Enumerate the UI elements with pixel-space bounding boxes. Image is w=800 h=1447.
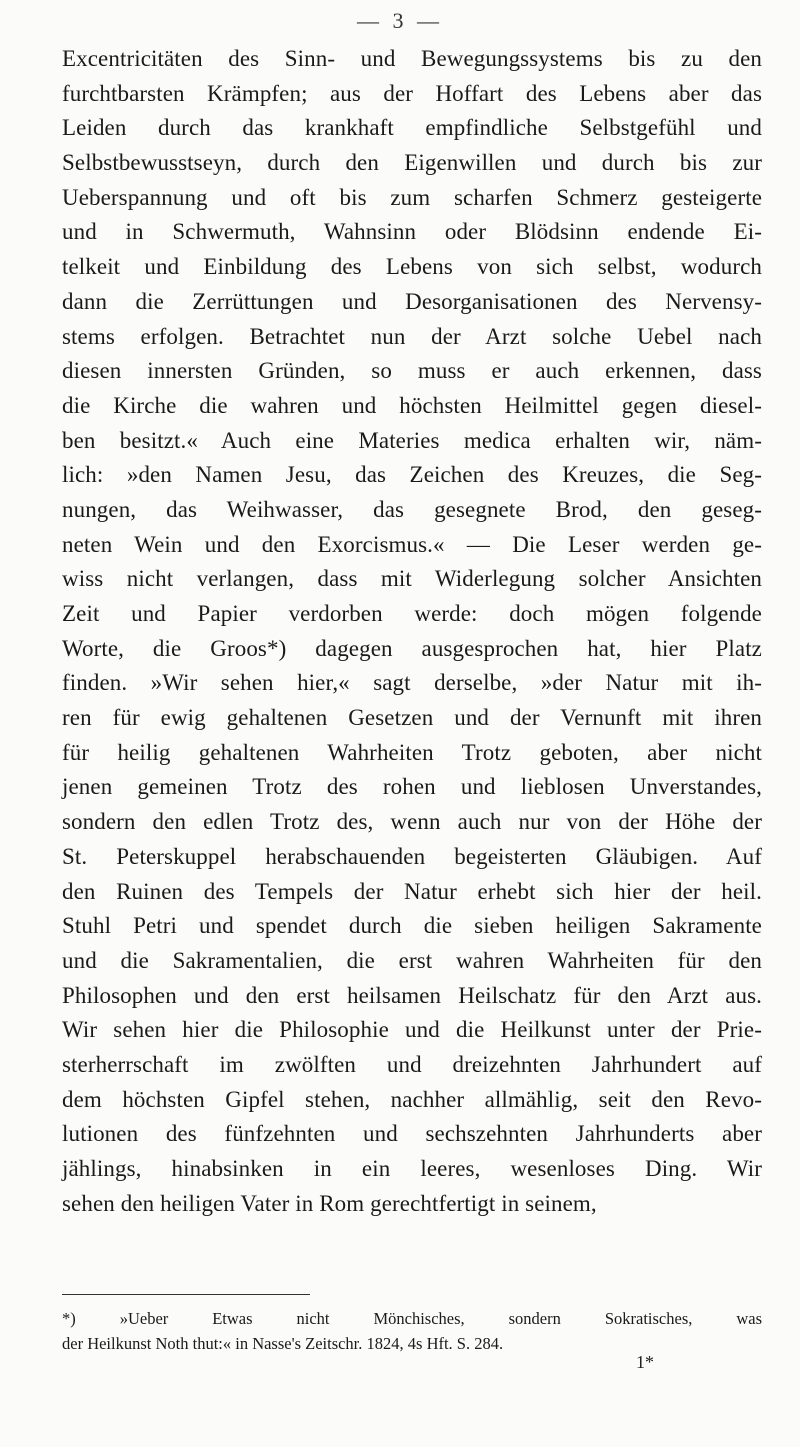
text-line: telkeit und Einbildung des Lebens von sich selbst, wodurch [62, 254, 762, 280]
text-line: Ueberspannung und oft bis zum scharfen Schmerz gesteigerte [62, 184, 762, 210]
text-line: Wir sehen hier die Philosophie und die Heilkunst unter der Prie- [62, 1017, 762, 1043]
page-number-header: — 3 — [357, 8, 443, 33]
text-line: Zeit und Papier verdorben werde: doch mögen folgende [62, 601, 762, 626]
text-line: sehen den heiligen Vater in Rom gerechtfertigt in seinem, [62, 1190, 597, 1216]
text-line: Leiden durch das krankhaft empfindliche Selbstgefühl und [62, 115, 762, 141]
text-line: jenen gemeinen Trotz des rohen und lieblosen Unverstandes, [62, 774, 762, 800]
text-line: den Ruinen des Tempels der Natur erhebt sich hier der heil. [62, 878, 762, 904]
text-line: furchtbarsten Krämpfen; aus der Hoffart des Lebens aber das [62, 80, 762, 106]
text-line: sterherrschaft im zwölften und dreizehnten Jahrhundert auf [62, 1051, 762, 1077]
body-text [62, 42, 762, 1221]
footnote [62, 1306, 762, 1356]
text-line: sondern den edlen Trotz des, wenn auch nur von der Höhe der [62, 809, 762, 835]
text-line: Worte, die Groos*) dagegen ausgesprochen hat, hier Platz [62, 635, 762, 661]
text-line: Excentricitäten des Sinn- und Bewegungssystems bis zu den [62, 46, 762, 71]
signature-mark: 1* [636, 1352, 654, 1372]
text-line: finden. »Wir sehen hier,« sagt derselbe, »der Natur mit ih- [62, 670, 762, 696]
text-line: jählings, hinabsinken in ein leeres, wesenloses Ding. Wir [62, 1156, 762, 1181]
text-line: ben besitzt.« Auch eine Materies medica erhalten wir, näm- [62, 427, 762, 453]
text-line: und in Schwermuth, Wahnsinn oder Blödsinn endende Ei- [62, 219, 762, 245]
footnote-line: *) »Ueber Etwas nicht Mönchisches, sondern Sokratisches, was [62, 1309, 762, 1328]
text-line: ren für ewig gehaltenen Gesetzen und der Vernunft mit ihren [62, 705, 762, 731]
text-line: diesen innersten Gründen, so muss er auch erkennen, dass [62, 358, 762, 384]
text-line: wiss nicht verlangen, dass mit Widerlegung solcher Ansichten [62, 566, 762, 592]
text-line: Selbstbewusstseyn, durch den Eigenwillen und durch bis zur [62, 150, 762, 176]
footnote-line: der Heilkunst Noth thut:« in Nasse's Zeitschr. 1824, 4s Hft. S. 284. [62, 1334, 504, 1353]
text-line: Philosophen und den erst heilsamen Heilschatz für den Arzt aus. [62, 982, 762, 1008]
text-line: Stuhl Petri und spendet durch die sieben heiligen Sakramente [62, 913, 762, 939]
text-line: die Kirche die wahren und höchsten Heilmittel gegen diesel- [62, 392, 762, 418]
text-line: neten Wein und den Exorcismus.« — Die Leser werden ge- [62, 531, 762, 557]
text-line: lich: »den Namen Jesu, das Zeichen des Kreuzes, die Seg- [62, 462, 762, 488]
text-line: nungen, das Weihwasser, das gesegnete Brod, den geseg- [62, 496, 762, 522]
text-line: lutionen des fünfzehnten und sechszehnten Jahrhunderts aber [62, 1121, 762, 1147]
text-line: und die Sakramentalien, die erst wahren Wahrheiten für den [62, 947, 762, 973]
text-line: dann die Zerrüttungen und Desorganisationen des Nervensy- [62, 288, 762, 314]
text-line: St. Peterskuppel herabschauenden begeisterten Gläubigen. Auf [62, 843, 762, 869]
text-line: für heilig gehaltenen Wahrheiten Trotz geboten, aber nicht [62, 739, 762, 765]
text-line: stems erfolgen. Betrachtet nun der Arzt solche Uebel nach [62, 323, 762, 349]
footnote-divider [62, 1294, 310, 1295]
text-line: dem höchsten Gipfel stehen, nachher allmählig, seit den Revo- [62, 1086, 762, 1112]
